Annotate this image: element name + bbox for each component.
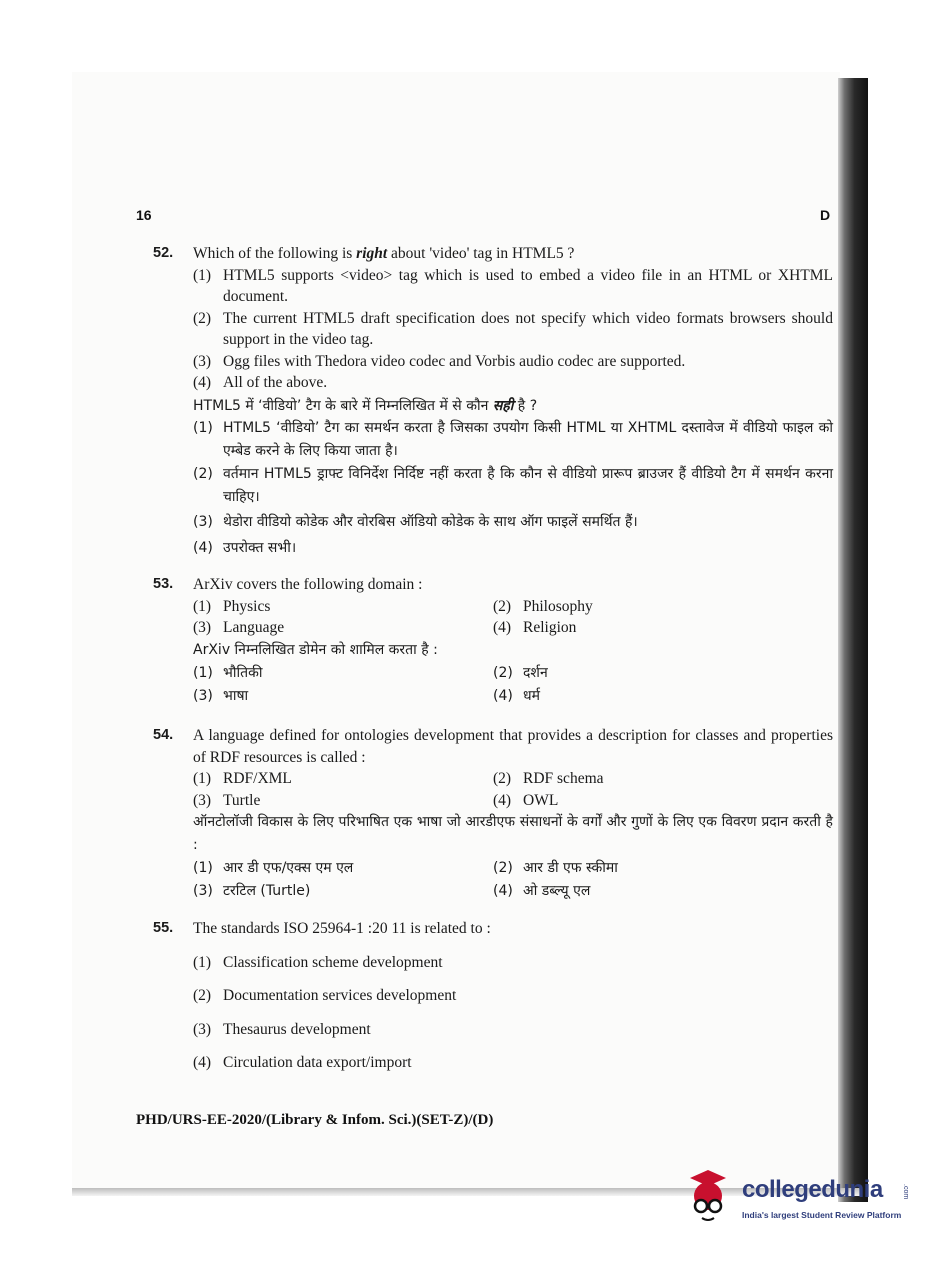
option-2 xyxy=(493,768,793,790)
options-grid-en xyxy=(193,596,833,639)
set-letter: D xyxy=(820,207,831,223)
question-emphasis: right xyxy=(356,245,388,262)
options-grid-hi xyxy=(193,662,833,708)
option-1 xyxy=(193,952,833,974)
option-number: (2) xyxy=(493,770,512,787)
question-number: 55. xyxy=(153,920,174,936)
question-55 xyxy=(153,918,833,1074)
collegedunia-watermark xyxy=(684,1166,914,1232)
option-4-hi xyxy=(493,685,793,708)
option-text: Language xyxy=(223,619,285,636)
option-number: (3) xyxy=(193,883,213,899)
option-3 xyxy=(193,617,493,639)
watermark-brand-suffix: .com xyxy=(902,1184,909,1200)
option-number: (1) xyxy=(193,860,213,876)
option-number: (4) xyxy=(493,791,512,809)
question-number: 52. xyxy=(153,245,174,261)
option-3 xyxy=(193,1019,833,1041)
option-1-hi xyxy=(193,417,833,463)
option-text: भाषा xyxy=(223,687,249,704)
option-number: (1) xyxy=(193,597,212,615)
option-text: Turtle xyxy=(223,791,261,809)
option-number: (4) xyxy=(493,883,513,899)
option-text: टरटिल (Turtle) xyxy=(223,883,311,899)
option-text: Philosophy xyxy=(523,597,593,615)
question-text-part: है ? xyxy=(513,397,538,414)
option-text: RDF/XML xyxy=(223,770,292,787)
option-text: OWL xyxy=(523,791,559,809)
option-number: (2) xyxy=(193,309,212,327)
option-1 xyxy=(193,596,493,618)
page-number: 16 xyxy=(136,207,152,223)
option-number: (3) xyxy=(193,687,213,704)
option-3-hi xyxy=(193,685,493,708)
option-number: (2) xyxy=(193,466,213,482)
question-text-part: Which of the following is xyxy=(193,245,357,262)
option-text: उपरोक्त सभी। xyxy=(223,540,297,556)
question-text-part: HTML5 में ‘वीडियो’ टैग के बारे में निम्नलिखित में से कौन xyxy=(193,397,493,414)
question-53 xyxy=(153,574,833,708)
option-number: (2) xyxy=(493,597,512,615)
option-number: (2) xyxy=(493,860,513,876)
option-number: (1) xyxy=(193,770,212,787)
option-1-hi xyxy=(193,857,493,880)
option-2-hi xyxy=(493,857,793,880)
options-grid-en xyxy=(193,768,833,811)
option-2 xyxy=(193,985,833,1007)
question-text-part: about 'video' tag in HTML5 ? xyxy=(387,245,575,262)
option-number: (2) xyxy=(493,664,513,681)
watermark-tagline: India's largest Student Review Platform xyxy=(742,1210,902,1220)
option-text: Documentation services development xyxy=(223,987,457,1004)
option-number: (3) xyxy=(193,791,212,809)
option-number: (1) xyxy=(193,420,213,436)
question-text-hi xyxy=(193,396,833,418)
option-number: (4) xyxy=(193,540,213,556)
option-number: (1) xyxy=(193,664,213,681)
option-1 xyxy=(193,768,493,790)
option-text: The current HTML5 draft specification does not specify which video formats browsers should support in the video tag. xyxy=(223,309,833,348)
page-binding-shadow xyxy=(838,78,868,1202)
question-number: 54. xyxy=(153,727,174,743)
option-text: Classification scheme development xyxy=(223,953,443,971)
option-3 xyxy=(193,351,833,373)
paper-code-footer: PHD/URS-EE-2020/(Library & Infom. Sci.)(SET-Z)/(D) xyxy=(136,1112,494,1128)
option-text: Thesaurus development xyxy=(223,1020,371,1038)
option-text: भौतिकी xyxy=(223,664,263,681)
question-number: 53. xyxy=(153,576,174,592)
option-3-hi xyxy=(193,509,833,535)
option-number: (4) xyxy=(493,687,513,704)
option-4 xyxy=(493,790,793,812)
question-text-hi: ऑनटोलॉजी विकास के लिए परिभाषित एक भाषा जो आरडीएफ संसाधनों के वर्गों और गुणों के लिए एक विवरण प्रदान करती है : xyxy=(193,814,833,853)
option-text: आर डी एफ स्कीमा xyxy=(523,860,618,876)
option-4 xyxy=(193,372,833,394)
option-number: (1) xyxy=(193,266,212,284)
option-text: दर्शन xyxy=(523,664,548,681)
options-grid-hi xyxy=(193,857,833,903)
option-number: (2) xyxy=(193,987,212,1004)
option-number: (3) xyxy=(193,1020,212,1038)
option-text: Physics xyxy=(223,597,271,615)
option-3 xyxy=(193,790,493,812)
option-number: (4) xyxy=(493,619,512,636)
option-text: वर्तमान HTML5 ड्राफ्ट विनिर्देश निर्दिष्ट नहीं करता है कि कौन से वीडियो प्रारूप ब्राउजर हैं वीडियो टैग में समर्थन करना चाहिए। xyxy=(223,466,833,505)
option-2 xyxy=(193,308,833,351)
option-text: ओ डब्ल्यू एल xyxy=(523,883,591,899)
collegedunia-mascot-icon xyxy=(684,1166,740,1228)
option-text: धर्म xyxy=(523,687,540,704)
option-4 xyxy=(493,617,793,639)
option-4-hi xyxy=(493,880,793,903)
option-text: RDF schema xyxy=(523,770,604,787)
option-number: (3) xyxy=(193,514,213,530)
question-52 xyxy=(153,243,833,561)
option-text: HTML5 ‘वीडियो’ टैग का समर्थन करता है जिसका उपयोग किसी HTML या XHTML दस्तावेज में वीडियो फाइल को एम्बेड करने के लिए किया जाता है। xyxy=(223,420,833,459)
option-number: (4) xyxy=(193,374,212,391)
option-3-hi xyxy=(193,880,493,903)
question-54 xyxy=(153,725,833,903)
option-text: थेडोरा वीडियो कोडेक और वोरबिस ऑडियो कोडेक के साथ ऑग फाइलें समर्थित हैं। xyxy=(223,514,638,530)
option-text: आर डी एफ/एक्स एम एल xyxy=(223,860,354,876)
watermark-brand-name: collegedunia xyxy=(742,1176,883,1203)
option-2 xyxy=(493,596,793,618)
option-4-hi xyxy=(193,535,833,561)
option-text: Circulation data export/import xyxy=(223,1054,412,1071)
question-text-en xyxy=(193,243,833,265)
option-2-hi xyxy=(193,463,833,509)
option-number: (3) xyxy=(193,352,212,370)
option-text: All of the above. xyxy=(223,374,328,391)
question-text-hi: ArXiv निम्नलिखित डोमेन को शामिल करता है : xyxy=(193,641,438,658)
option-number: (3) xyxy=(193,619,212,636)
option-1-hi xyxy=(193,662,493,685)
option-text: Religion xyxy=(523,619,577,636)
option-1 xyxy=(193,265,833,308)
question-emphasis: सही xyxy=(492,397,514,414)
question-text-en: A language defined for ontologies development that provides a description for classes and properties of RDF resources is called : xyxy=(193,727,833,766)
question-text-en: ArXiv covers the following domain : xyxy=(193,576,423,593)
option-2-hi xyxy=(493,662,793,685)
option-number: (4) xyxy=(193,1054,212,1071)
option-text: Ogg files with Thedora video codec and Vorbis audio codec are supported. xyxy=(223,352,686,370)
question-text-en: The standards ISO 25964-1 :20 11 is related to : xyxy=(193,920,491,937)
option-4 xyxy=(193,1052,833,1074)
option-text: HTML5 supports <video> tag which is used to embed a video file in an HTML or XHTML document. xyxy=(223,266,833,305)
option-number: (1) xyxy=(193,953,212,971)
